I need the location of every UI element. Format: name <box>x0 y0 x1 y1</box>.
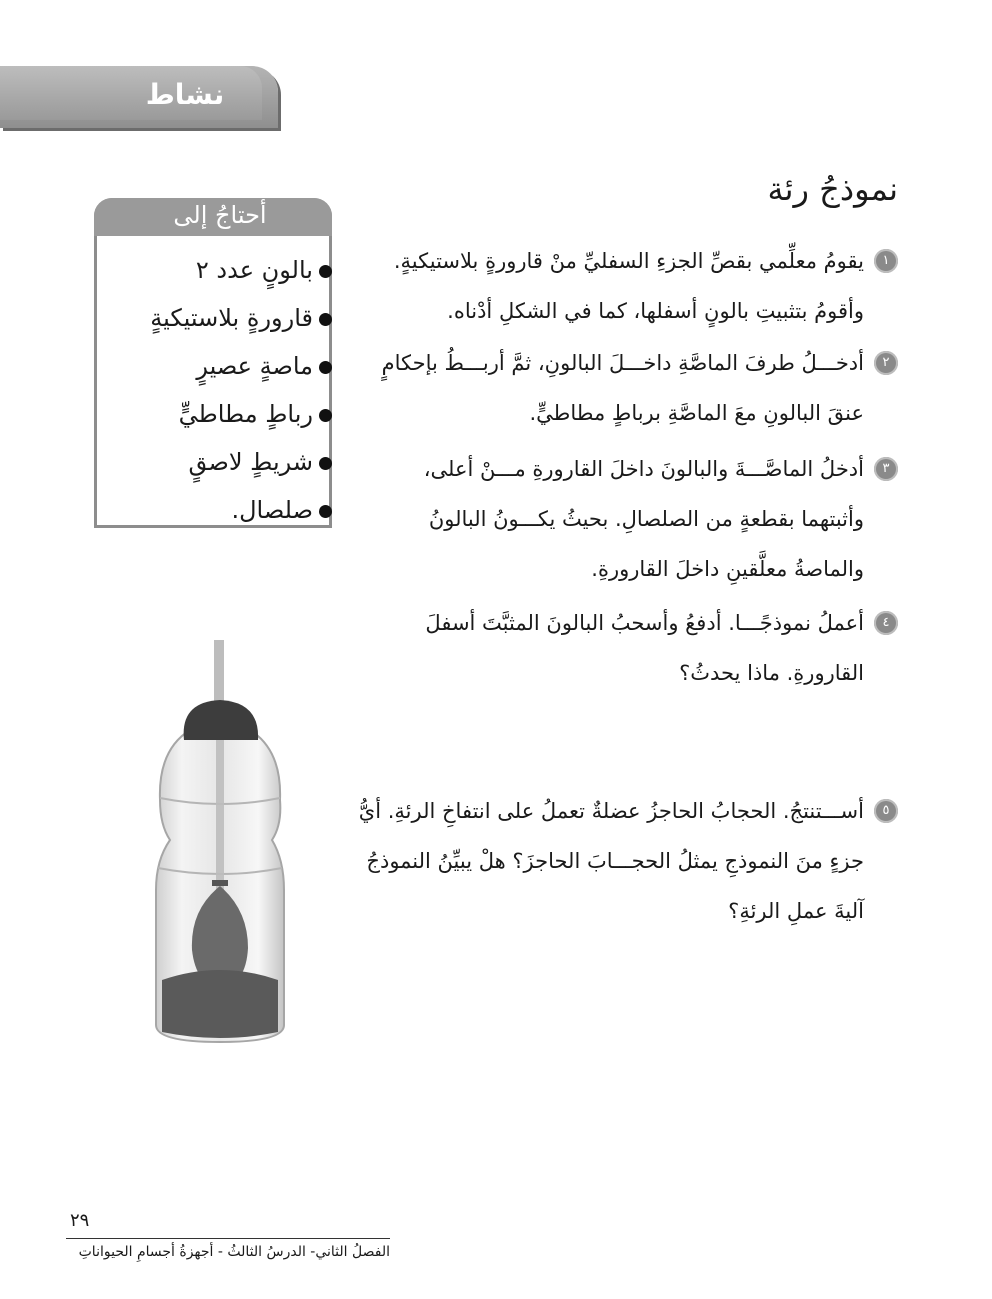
lung-model-illustration <box>150 640 290 1050</box>
materials-item: شريطٍ لاصقٍ <box>110 438 332 486</box>
bullet-icon <box>319 457 332 470</box>
step-number-badge: ٤ <box>874 611 898 635</box>
step-text: أدخلُ الماصَّـــةَ والبالونَ داخلَ القارورةِ مـــنْ أعلى، وأثبتهما بقطعةٍ من الصلصالِ. بحيثُ يكـــونُ البالونُ والماصةُ معلَّقينِ داخلَ القارورةِ. <box>423 457 864 581</box>
activity-banner-title: نشاط <box>145 78 225 111</box>
bottle-icon <box>150 640 290 1050</box>
step-number-badge: ١ <box>874 249 898 273</box>
step-4 <box>358 598 898 698</box>
bullet-icon <box>319 313 332 326</box>
activity-title: نموذجُ رئة <box>767 170 898 208</box>
step-number-badge: ٢ <box>874 351 898 375</box>
step-text: يقومُ معلِّمي بقصِّ الجزءِ السفليِّ منْ قارورةٍ بلاستيكيةٍ. وأقومُ بتثبيتِ بالونٍ أسفلها، كما في الشكلِ أدْناه. <box>393 249 864 323</box>
step-number-badge: ٥ <box>874 799 898 823</box>
footer-chapter: الفصلُ الثاني- الدرسُ الثالثُ - أجهزةُ أجسامِ الحيواناتِ <box>78 1244 390 1260</box>
step-5 <box>358 786 898 936</box>
bullet-icon <box>319 409 332 422</box>
bullet-icon <box>319 265 332 278</box>
bullet-icon <box>319 361 332 374</box>
materials-item: ماصةٍ عصيرٍ <box>110 342 332 390</box>
step-number-badge: ٣ <box>874 457 898 481</box>
step-text: أعملُ نموذجًـــا. أدفعُ وأسحبُ البالونَ المثبَّتَ أسفلَ القارورةِ. ماذا يحدثُ؟ <box>425 611 864 685</box>
step-text: أســـتنتجُ. الحجابُ الحاجزُ عضلةٌ تعملُ على انتفاخِ الرئةِ. أيُّ جزءٍ منَ النموذجِ يمثلُ الحجـــابَ الحاجزَ؟ هلْ يبيِّنُ النموذجُ آليةَ عملِ الرئةِ؟ <box>358 799 864 923</box>
step-1 <box>358 236 898 336</box>
footer-divider <box>66 1238 390 1239</box>
step-3 <box>358 444 898 594</box>
page-number: ٢٩ <box>70 1210 90 1231</box>
materials-item: صلصال. <box>110 486 332 534</box>
step-text: أدخـــلُ طرفَ الماصَّةِ داخـــلَ البالونِ، ثمَّ أربـــطُ بإحكامٍ عنقَ البالونِ معَ الماصَّةِ برباطٍ مطاطيٍّ. <box>381 351 864 425</box>
materials-item: رباطٍ مطاطيٍّ <box>110 390 332 438</box>
materials-item: قارورةٍ بلاستيكيةٍ <box>110 294 332 342</box>
step-2 <box>358 338 898 438</box>
materials-item: بالونٍ عدد ٢ <box>110 246 332 294</box>
bullet-icon <box>319 505 332 518</box>
materials-title: أحتاجُ إلى <box>173 201 267 229</box>
materials-list <box>110 246 332 534</box>
